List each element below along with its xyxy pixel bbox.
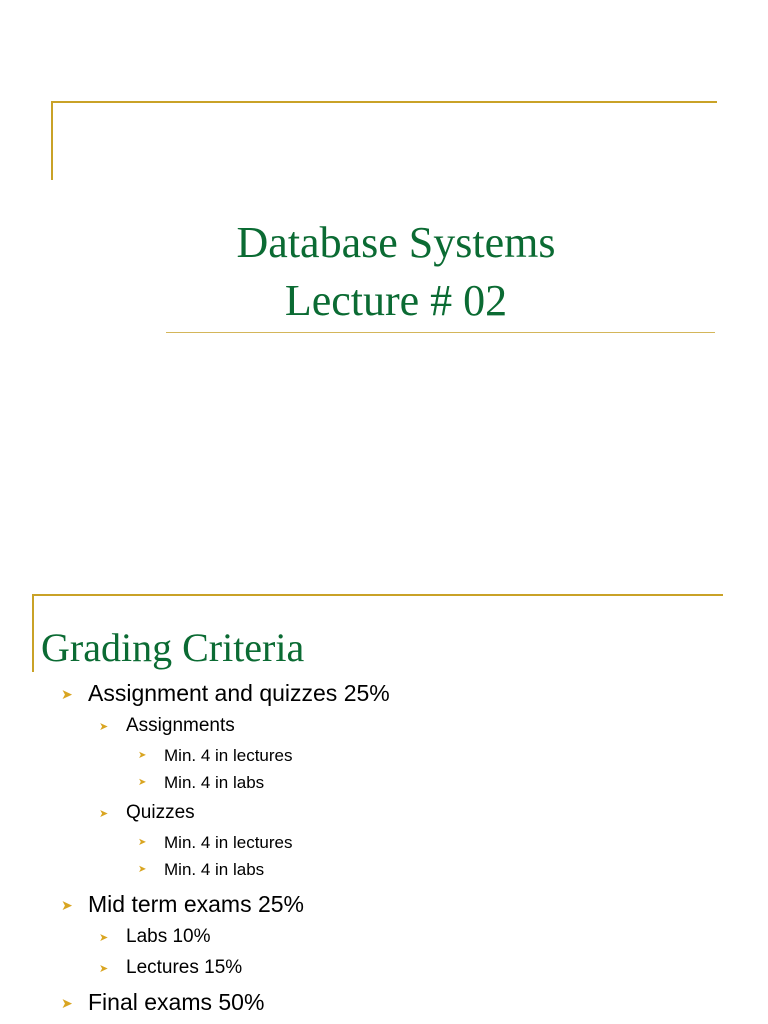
arrowhead-bullet-icon: ➤ — [99, 963, 109, 975]
bullet-item-level2 — [99, 926, 211, 948]
bullet-item-level2 — [99, 715, 235, 737]
slide2-top-rule — [32, 594, 723, 596]
bullet-item-level3 — [138, 773, 265, 793]
arrowhead-bullet-icon: ➤ — [61, 897, 73, 913]
arrowhead-bullet-icon: ➤ — [138, 750, 147, 761]
slide-grading-criteria — [0, 512, 768, 1024]
bullet-text: Min. 4 in labs — [164, 773, 265, 792]
slide2-left-rule — [32, 594, 34, 672]
arrowhead-bullet-icon: ➤ — [99, 721, 109, 733]
bullet-text: Min. 4 in lectures — [164, 833, 293, 852]
bullet-item-level2 — [99, 957, 243, 979]
bullet-text: Quizzes — [126, 802, 195, 823]
arrowhead-bullet-icon: ➤ — [138, 837, 147, 848]
arrowhead-bullet-icon: ➤ — [61, 686, 73, 702]
slide1-left-rule — [51, 101, 53, 180]
bullet-item-level3 — [138, 860, 265, 880]
title-line-1: Database Systems — [236, 218, 556, 267]
presentation-title — [166, 214, 626, 330]
bullet-item-level1 — [61, 989, 265, 1016]
bullet-text: Assignments — [126, 715, 235, 736]
arrowhead-bullet-icon: ➤ — [61, 995, 73, 1011]
bullet-text: Min. 4 in lectures — [164, 746, 293, 765]
bullet-text: Mid term exams 25% — [88, 891, 305, 917]
arrowhead-bullet-icon: ➤ — [99, 808, 109, 820]
bullet-text: Labs 10% — [126, 926, 211, 947]
arrowhead-bullet-icon: ➤ — [138, 777, 147, 788]
bullet-text: Final exams 50% — [88, 989, 265, 1015]
slide1-top-rule — [51, 101, 717, 103]
bullet-item-level2 — [99, 802, 195, 824]
title-line-2: Lecture # 02 — [284, 276, 508, 325]
bullet-item-level3 — [138, 746, 293, 766]
bullet-text: Assignment and quizzes 25% — [88, 680, 390, 706]
bullet-item-level1 — [61, 680, 390, 707]
bullet-item-level1 — [61, 891, 305, 918]
bullet-text: Min. 4 in labs — [164, 860, 265, 879]
title-underline — [166, 332, 715, 333]
arrowhead-bullet-icon: ➤ — [99, 932, 109, 944]
bullet-item-level3 — [138, 833, 293, 853]
bullet-text: Lectures 15% — [126, 957, 243, 978]
arrowhead-bullet-icon: ➤ — [138, 864, 147, 875]
slide-heading: Grading Criteria — [41, 625, 305, 670]
